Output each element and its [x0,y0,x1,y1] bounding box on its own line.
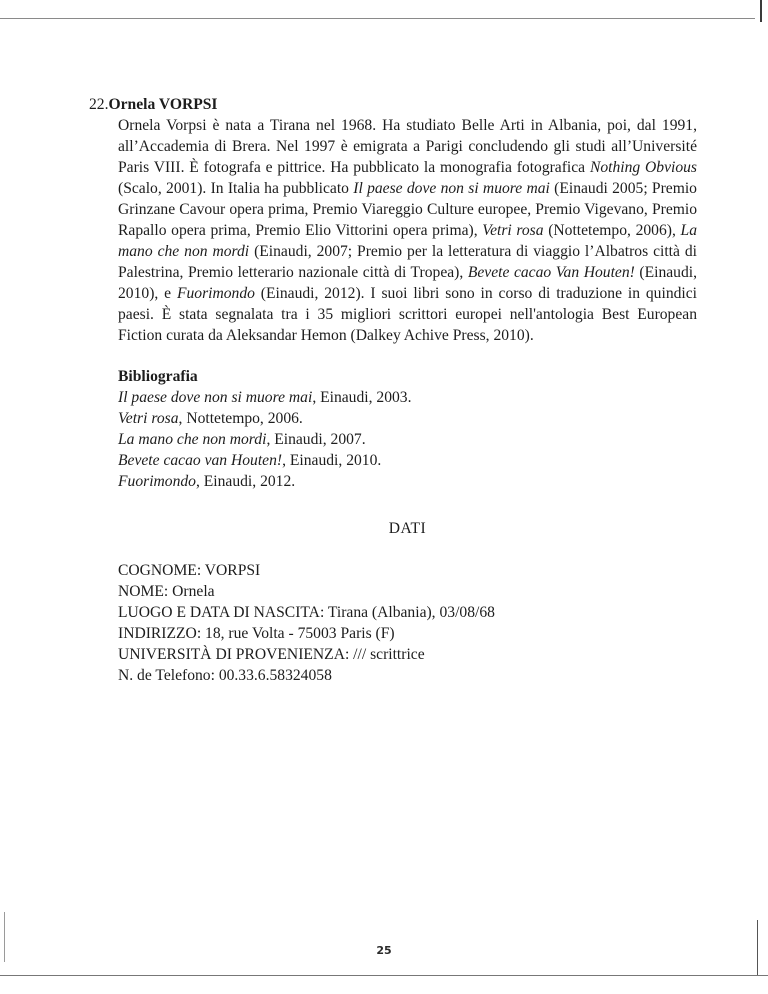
scan-border-right-top [760,0,762,22]
bibliography-title: Bibliografia [118,368,198,385]
data-line-telefono: N. de Telefono: 00.33.6.58324058 [118,667,332,684]
book-publisher: , Einaudi, 2007. [266,431,366,448]
book-title: Il paese dove non si muore mai [118,389,313,406]
bio-italic-title: Nothing Obvious [589,159,697,176]
book-title: Fuorimondo [118,473,196,490]
personal-data-list [118,560,697,686]
book-publisher: , Einaudi, 2010. [282,452,382,469]
bio-text: (Scalo, 2001). In Italia ha pubblicato [118,180,354,197]
data-line-cognome: COGNOME: VORPSI [118,562,261,579]
bio-text: (Einaudi, 2012). I suoi libri sono in corso di traduzione in quindici paesi. È stata segnalata tra i 35 migliori scrittori europei nell'antologia Best European Fiction curata da Aleksandar Hemon (Dalkey Achive Press, 2010). [118,285,697,344]
bibliography-list [118,387,697,492]
page-number: 25 [376,944,392,957]
book-publisher: , Einaudi, 2003. [312,389,412,406]
book-publisher: , Einaudi, 2012. [195,473,296,490]
entry-number: 22. [89,96,109,113]
bio-text: (Einaudi, 2007; Premio per la letteratura di viaggio l’Albatros città di Palestrina, Premio letterario nazionale città di Tropea), [118,243,697,281]
book-title: La mano che non mordi [118,431,267,448]
bibliography-item [118,450,697,471]
data-line-nascita: LUOGO E DATA DI NASCITA: Tirana (Albania), 03/08/68 [118,604,495,621]
data-line-nome: NOME: Ornela [118,583,215,600]
data-line-indirizzo: INDIRIZZO: 18, rue Volta - 75003 Paris (F) [118,625,395,642]
bio-text: Ornela Vorpsi è nata a Tirana nel 1968. Ha studiato Belle Arti in Albania, poi, dal 1991, all’Accademia di Brera. Nel 1997 è emigrata a Parigi concludendo gli studi all’Université Paris VIII. È fotografa e pittrice. Ha pubblicato la monografia fotografica [118,117,697,176]
book-title: Bevete cacao van Houten! [118,452,283,469]
entry-heading [89,94,697,115]
bio-text: (Einaudi 2005; Premio Grinzane Cavour opera prima, Premio Viareggio Culture europee, Premio Vigevano, Premio Rapallo opera prima, Premio Elio Vittorini opera prima), [118,180,697,239]
bio-italic-title: Bevete cacao Van Houten! [467,264,635,281]
data-line-universita: UNIVERSITÀ DI PROVENIENZA: /// scrittrice [118,646,425,663]
book-publisher: , Nottetempo, 2006. [178,410,303,427]
scan-border-top [0,18,755,19]
bio-italic-title: Fuorimondo [176,285,255,302]
bibliography-item [118,408,697,429]
scan-border-bottom [0,975,768,976]
document-body [89,94,697,686]
entry-name: Ornela VORPSI [108,96,218,113]
bibliography-item [118,471,697,492]
bio-italic-title: La mano che non mordi [118,222,697,260]
biography-paragraph [118,115,697,346]
book-title: Vetri rosa [118,410,179,427]
bio-text: (Einaudi, 2010), e [118,264,697,302]
bio-italic-title: Vetri rosa [482,222,544,239]
bio-text: (Nottetempo, 2006), [543,222,681,239]
bibliography-item [118,429,697,450]
bibliography-section [118,366,697,492]
dati-heading: DATI [388,520,427,537]
bibliography-item [118,387,697,408]
bio-italic-title: Il paese dove non si muore mai [353,180,550,197]
